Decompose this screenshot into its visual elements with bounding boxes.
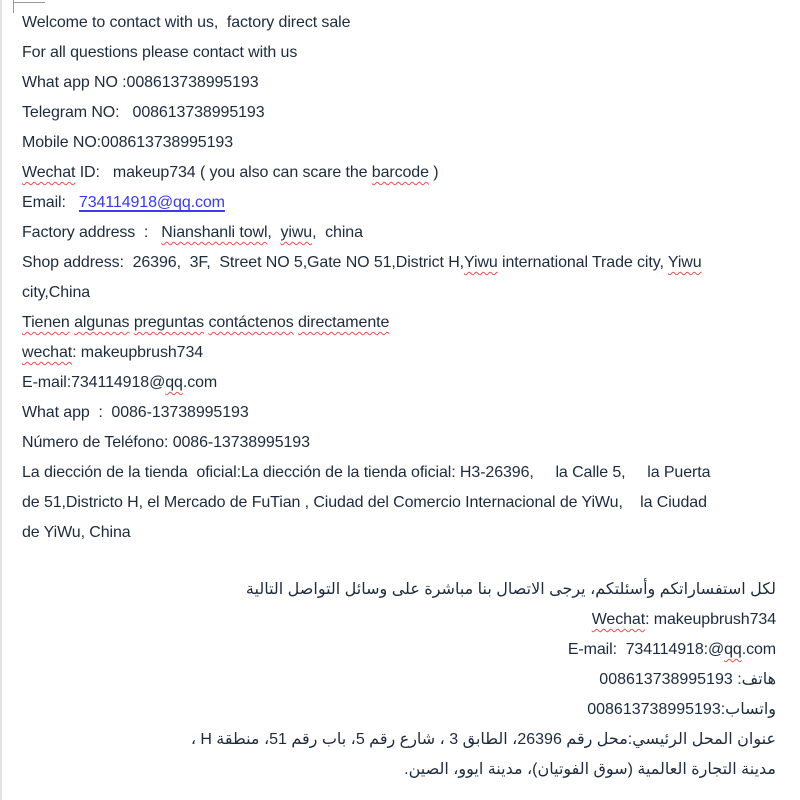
text-segment: .com — [741, 641, 776, 658]
arabic-whatsapp-line — [22, 695, 776, 725]
misspelled-word: preguntas — [133, 314, 205, 331]
text-segment: Email: — [22, 194, 79, 211]
misspelled-word: contáctenos — [208, 314, 294, 331]
factory-address-line — [22, 218, 776, 248]
arabic-phone-line — [22, 665, 776, 695]
paragraph-gap — [22, 548, 776, 575]
page-margin-mark-horizontal — [13, 2, 45, 3]
text-segment: هاتف: 008613738995193 — [599, 671, 776, 688]
text-segment: city,China — [22, 284, 91, 301]
text-segment: international Trade city, — [497, 254, 668, 271]
misspelled-word: Nianshanli towl — [161, 224, 268, 241]
document-body — [22, 8, 776, 785]
arabic-email-line — [22, 635, 776, 665]
text-segment: de 51,Districto H, el Mercado de FuTian , Ciudad del Comercio Internacional de YiWu, la Ciudad — [22, 494, 707, 511]
email-line — [22, 188, 776, 218]
arabic-intro-line — [22, 575, 776, 605]
misspelled-word: Tienen — [22, 314, 70, 331]
spanish-email-line — [22, 368, 776, 398]
spanish-address-line-2 — [22, 488, 776, 518]
text-segment: Telegram NO: 008613738995193 — [22, 104, 265, 121]
misspelled-word: Wechat — [591, 611, 646, 628]
email-link[interactable]: 734114918@qq.com — [78, 194, 225, 211]
arabic-wechat-line — [22, 605, 776, 635]
text-segment: E-mail: 734114918:@ — [567, 641, 725, 658]
misspelled-word: wechat — [22, 344, 73, 361]
text-segment: Número de Teléfono: 0086-13738995193 — [22, 434, 310, 451]
misspelled-word: Wechat — [22, 164, 76, 181]
shop-address-line-1 — [22, 248, 776, 278]
text-segment: : makeupbrush734 — [72, 344, 204, 361]
text-segment: ID: makeup734 ( you also can scare the — [75, 164, 372, 181]
text-segment: , — [267, 224, 281, 241]
text-segment: واتساب:008613738995193 — [587, 701, 776, 718]
misspelled-word: directamente — [297, 314, 390, 331]
mobile-number-line — [22, 128, 776, 158]
wechat-id-line — [22, 158, 776, 188]
text-segment: Welcome to contact with us, factory direct sale — [22, 14, 351, 31]
welcome-line — [22, 8, 776, 38]
whatsapp-number-line — [22, 68, 776, 98]
text-segment: What app NO :008613738995193 — [22, 74, 259, 91]
text-segment: E-mail:734114918@ — [22, 374, 166, 391]
spanish-address-line-1 — [22, 458, 776, 488]
spanish-phone-line — [22, 428, 776, 458]
text-segment: , china — [312, 224, 363, 241]
misspelled-word: Yiwu — [464, 254, 498, 271]
misspelled-word: qq — [724, 641, 742, 658]
page-edge-line — [0, 0, 2, 800]
arabic-address-line-2 — [22, 755, 776, 785]
text-segment: .com — [182, 374, 218, 391]
text-segment: Factory address : — [22, 224, 162, 241]
text-segment: For all questions please contact with us — [22, 44, 298, 61]
text-segment: مدينة التجارة العالمية (سوق الفوتيان)، مدينة ايوو، الصين. — [404, 761, 776, 778]
text-segment: de YiWu, China — [22, 524, 131, 541]
spanish-intro-line — [22, 308, 776, 338]
text-segment: : makeupbrush734 — [645, 611, 776, 628]
contact-line — [22, 38, 776, 68]
text-segment: لكل استفساراتكم وأسئلتكم، يرجى الاتصال بنا مباشرة على وسائل التواصل التالية — [245, 581, 776, 598]
misspelled-word: yiwu — [280, 224, 313, 241]
text-segment: La diección de la tienda oficial:La diección de la tienda oficial: H3-26396, la Calle 5, la Puerta — [22, 464, 711, 481]
telegram-number-line — [22, 98, 776, 128]
shop-address-line-2 — [22, 278, 776, 308]
text-segment: Mobile NO:008613738995193 — [22, 134, 234, 151]
text-segment: What app : 0086-13738995193 — [22, 404, 249, 421]
misspelled-word: algunas — [74, 314, 130, 331]
arabic-address-line-1 — [22, 725, 776, 755]
text-segment: ) — [428, 164, 439, 181]
spanish-wechat-line — [22, 338, 776, 368]
misspelled-word: barcode — [371, 164, 429, 181]
misspelled-word: Yiwu — [667, 254, 702, 271]
misspelled-word: qq — [165, 374, 183, 391]
spanish-whatsapp-line — [22, 398, 776, 428]
text-segment: عنوان المحل الرئيسي:محل رقم 26396، الطابق 3 ، شارع رقم 5، باب رقم 51، منطقة H ، — [190, 731, 776, 748]
spanish-address-line-3 — [22, 518, 776, 548]
text-segment: Shop address: 26396, 3F, Street NO 5,Gate NO 51,District H, — [22, 254, 465, 271]
